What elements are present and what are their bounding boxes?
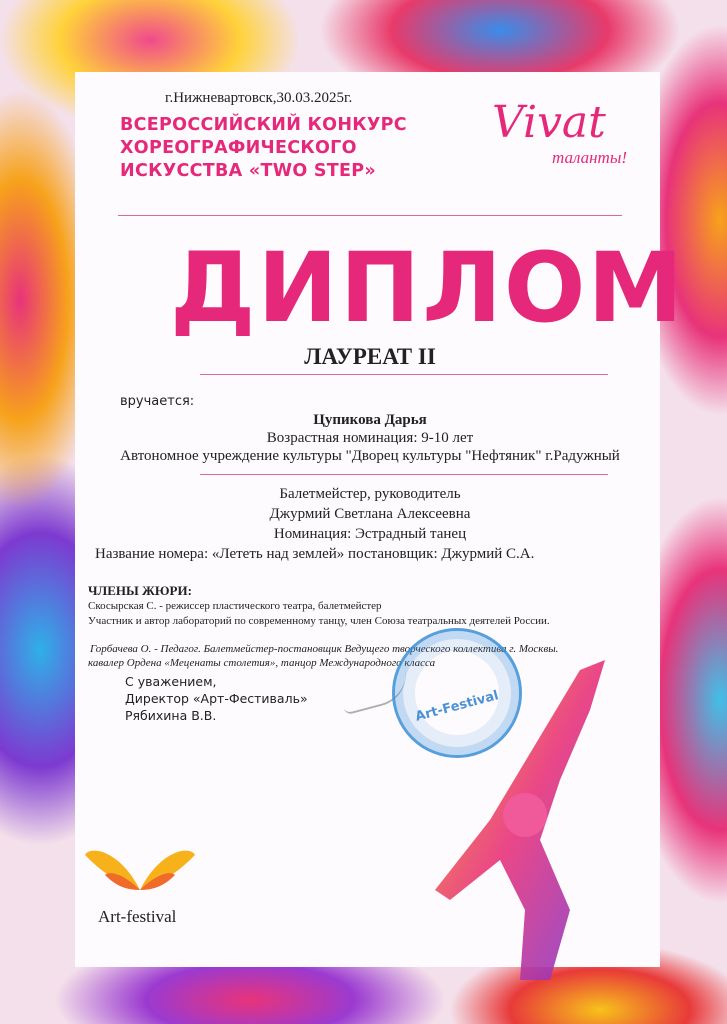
age-category: Возрастная номинация: 9-10 лет	[266, 430, 474, 446]
jury-line: Горбачева О. - Педагог. Балетмейстер-постановщик Ведущего творческого коллектива г. Москвы.	[90, 643, 559, 655]
teacher-role: Балетмейстер, руководитель	[279, 486, 461, 502]
signoff-line: Директор «Арт-Фестиваль»	[125, 691, 308, 706]
place-date: г.Нижневартовск,30.03.2025г.	[165, 90, 353, 106]
piece-title: Название номера: «Лететь над землей» постановщик: Джурмий С.А.	[95, 546, 535, 562]
jury-heading: ЧЛЕНЫ ЖЮРИ:	[88, 583, 192, 598]
award-level: ЛАУРЕАТ II	[304, 344, 436, 369]
contest-title-line: ИСКУССТВА «TWO STEP»	[120, 161, 377, 181]
butterfly-icon	[80, 845, 200, 905]
diploma-title: ДИПЛОМ	[170, 232, 686, 344]
nomination: Номинация: Эстрадный танец	[273, 526, 467, 542]
dancer-illustration	[430, 650, 690, 990]
contest-title-line: ВСЕРОССИЙСКИЙ КОНКУРС	[120, 115, 407, 135]
organization: Автономное учреждение культуры "Дворец культуры "Нефтяник" г.Радужный	[120, 448, 620, 464]
stamp-text: Art-Festival	[413, 688, 501, 725]
jury-line: Скосырская С. - режиссер пластического театра, балетмейстер	[88, 600, 382, 612]
jury-line: Участник и автор лабораторий по современному танцу, член Союза театральных деятелей России.	[88, 615, 550, 627]
footer-logo-text: Art-festival	[98, 907, 177, 926]
signoff	[125, 673, 308, 724]
awarded-label: вручается:	[120, 394, 195, 409]
contest-title	[120, 114, 407, 183]
teacher-name: Джурмий Светлана Алексеевна	[269, 506, 471, 522]
jury-line: кавалер Ордена «Меценаты столетия», танцор Международного класса	[88, 657, 436, 669]
contest-title-line: ХОРЕОГРАФИЧЕСКОГО	[120, 138, 357, 158]
recipient-name: Цупикова Дарья	[313, 412, 427, 428]
logo-subtext: таланты!	[552, 148, 627, 167]
signoff-line: Рябихина В.В.	[125, 708, 217, 723]
signoff-line: С уважением,	[125, 674, 217, 689]
vivat-logo	[492, 98, 627, 188]
logo-text: Vivat	[492, 97, 606, 148]
